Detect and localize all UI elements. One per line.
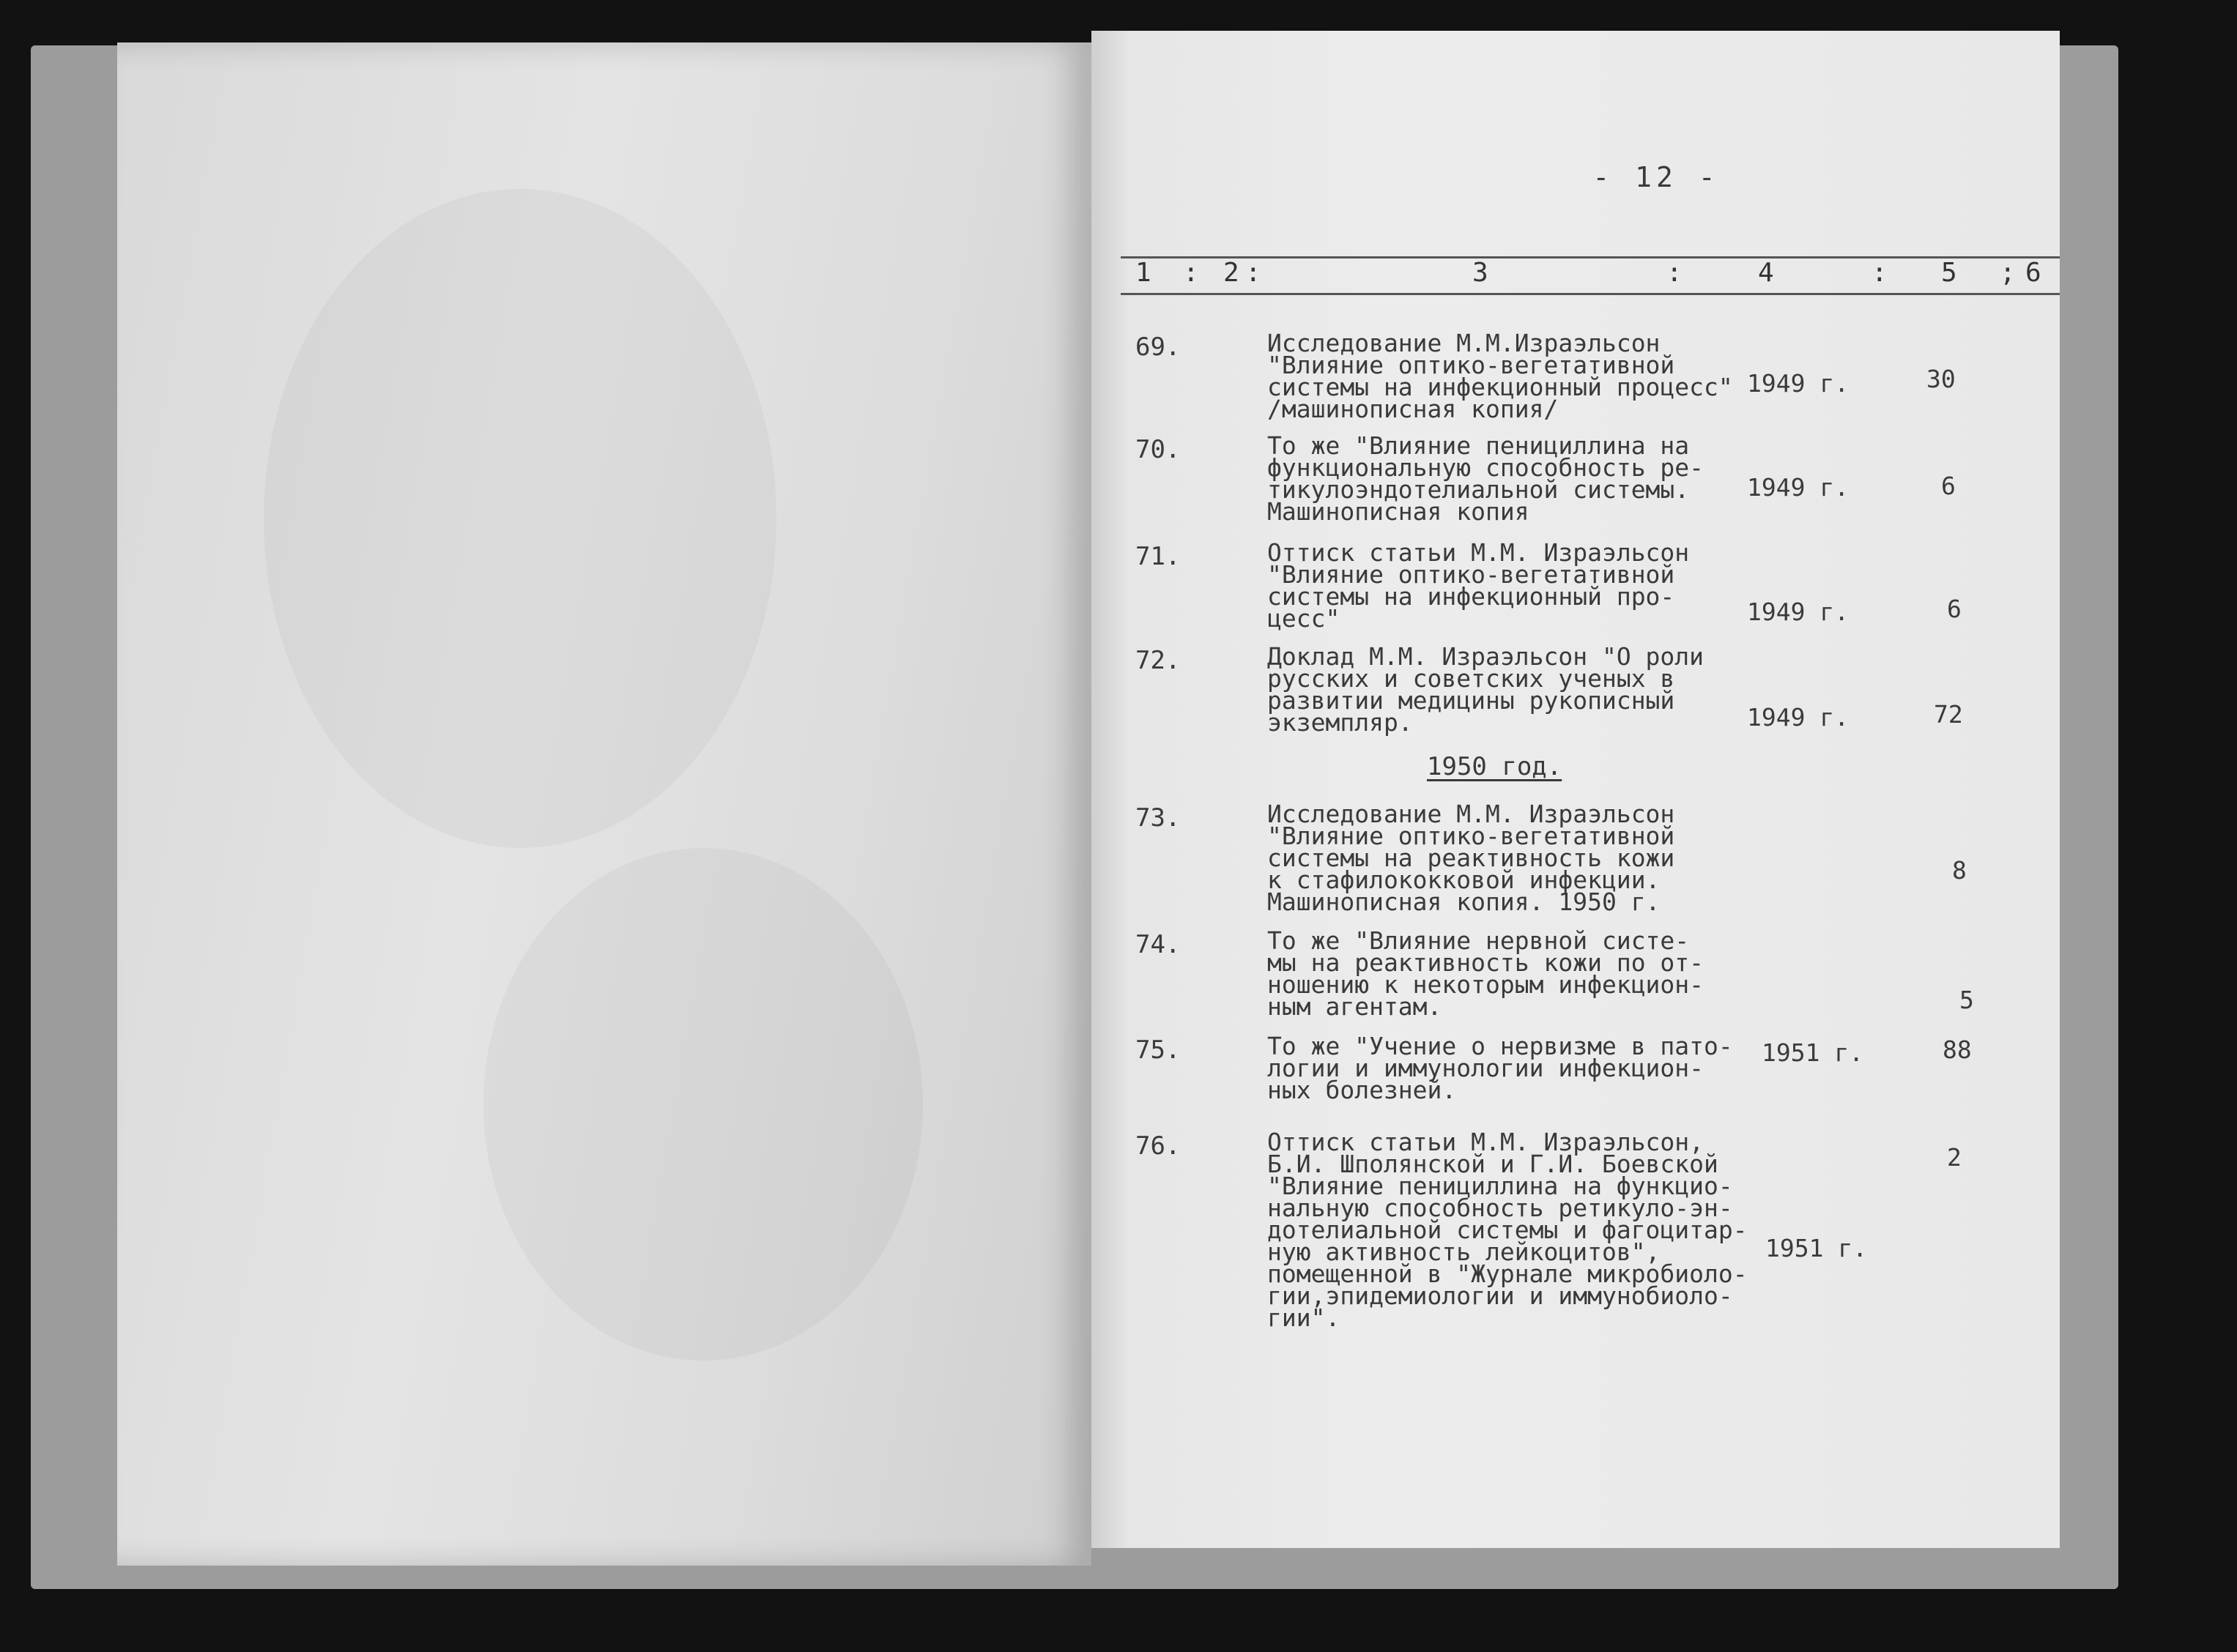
column-separator: ;	[2000, 258, 2016, 288]
entry-year: 1951 г.	[1762, 1038, 1864, 1067]
header-rule-bottom	[1121, 293, 2060, 295]
entry-number: 76.	[1135, 1131, 1181, 1161]
section-heading-1950: 1950 год.	[1427, 752, 1562, 781]
page-number: - 12 -	[1592, 161, 1720, 193]
entry-sheets: 30	[1926, 365, 1956, 393]
paper-stain	[264, 189, 776, 848]
left-page-blank	[117, 42, 1091, 1566]
entry-number: 74.	[1135, 930, 1181, 959]
entry-number: 69.	[1135, 332, 1181, 362]
entry-year: 1949 г.	[1747, 473, 1850, 502]
column-separator: :	[1245, 258, 1261, 288]
entry-year: 1949 г.	[1747, 598, 1850, 626]
column-header-3: 3	[1472, 258, 1488, 288]
entry-sheets: 8	[1952, 856, 1967, 885]
entry-sheets: 72	[1934, 700, 1963, 729]
entry-year: 1951 г.	[1765, 1234, 1868, 1262]
column-header-5: 5	[1941, 258, 1957, 288]
paper-stain	[483, 848, 923, 1361]
entry-title: Исследование М.М. Израэльсон "Влияние оптико-вегетативной системы на реактивность кожи к стафилококковой инфекции. Машинописная копия. 1950 г.	[1267, 800, 1675, 916]
entry-title: Оттиск статьи М.М. Израэльсон "Влияние оптико-вегетативной системы на инфекционный про- цесс"	[1267, 538, 1690, 633]
entry-sheets: 5	[1959, 986, 1974, 1014]
entry-sheets: 6	[1941, 472, 1956, 500]
entry-title: То же "Влияние нервной систе- мы на реактивность кожи по от- ношению к некоторым инфекцион- ным агентам.	[1267, 926, 1704, 1021]
header-rule-top	[1121, 256, 2060, 258]
column-header-4: 4	[1758, 258, 1774, 288]
entry-number: 73.	[1135, 803, 1181, 833]
right-page	[1091, 31, 2060, 1548]
entry-title: Оттиск статьи М.М. Израэльсон, Б.И. Шполянской и Г.И. Боевской "Влияние пенициллина на функцио- нальную способность ретикуло-эн- дотелиальной системы и фагоцитар- ную активность лейкоцитов", помещенной в "Журнале микробиоло- гии,эпидемиологии и иммунобиоло- гии".	[1267, 1128, 1748, 1332]
entry-number: 71.	[1135, 542, 1181, 571]
entry-title: Исследование М.М.Израэльсон "Влияние оптико-вегетативной системы на инфекционный процесс" /машинописная копия/	[1267, 329, 1733, 423]
entry-year: 1949 г.	[1747, 703, 1850, 732]
column-header-6: 6	[2025, 258, 2041, 288]
column-header-2: 2	[1223, 258, 1239, 288]
entry-title: То же "Учение о нервизме в пато- логии и иммунологии инфекцион- ных болезней.	[1267, 1032, 1733, 1104]
entry-number: 70.	[1135, 435, 1181, 464]
entry-title: То же "Влияние пенициллина на функциональную способность ре- тикулоэндотелиальной системы. Машинописная копия	[1267, 431, 1704, 526]
entry-sheets: 88	[1943, 1035, 1972, 1064]
entry-sheets: 6	[1947, 595, 1962, 623]
entry-title: Доклад М.М. Израэльсон "О роли русских и советских ученых в развитии медицины рукописный экземпляр.	[1267, 642, 1704, 737]
column-separator: :	[1666, 258, 1683, 288]
entry-number: 75.	[1135, 1035, 1181, 1065]
column-separator: :	[1871, 258, 1888, 288]
entry-sheets: 2	[1947, 1143, 1962, 1172]
column-header-1: 1	[1135, 258, 1151, 288]
entry-year: 1949 г.	[1747, 369, 1850, 398]
column-separator: :	[1183, 258, 1199, 288]
entry-number: 72.	[1135, 646, 1181, 675]
